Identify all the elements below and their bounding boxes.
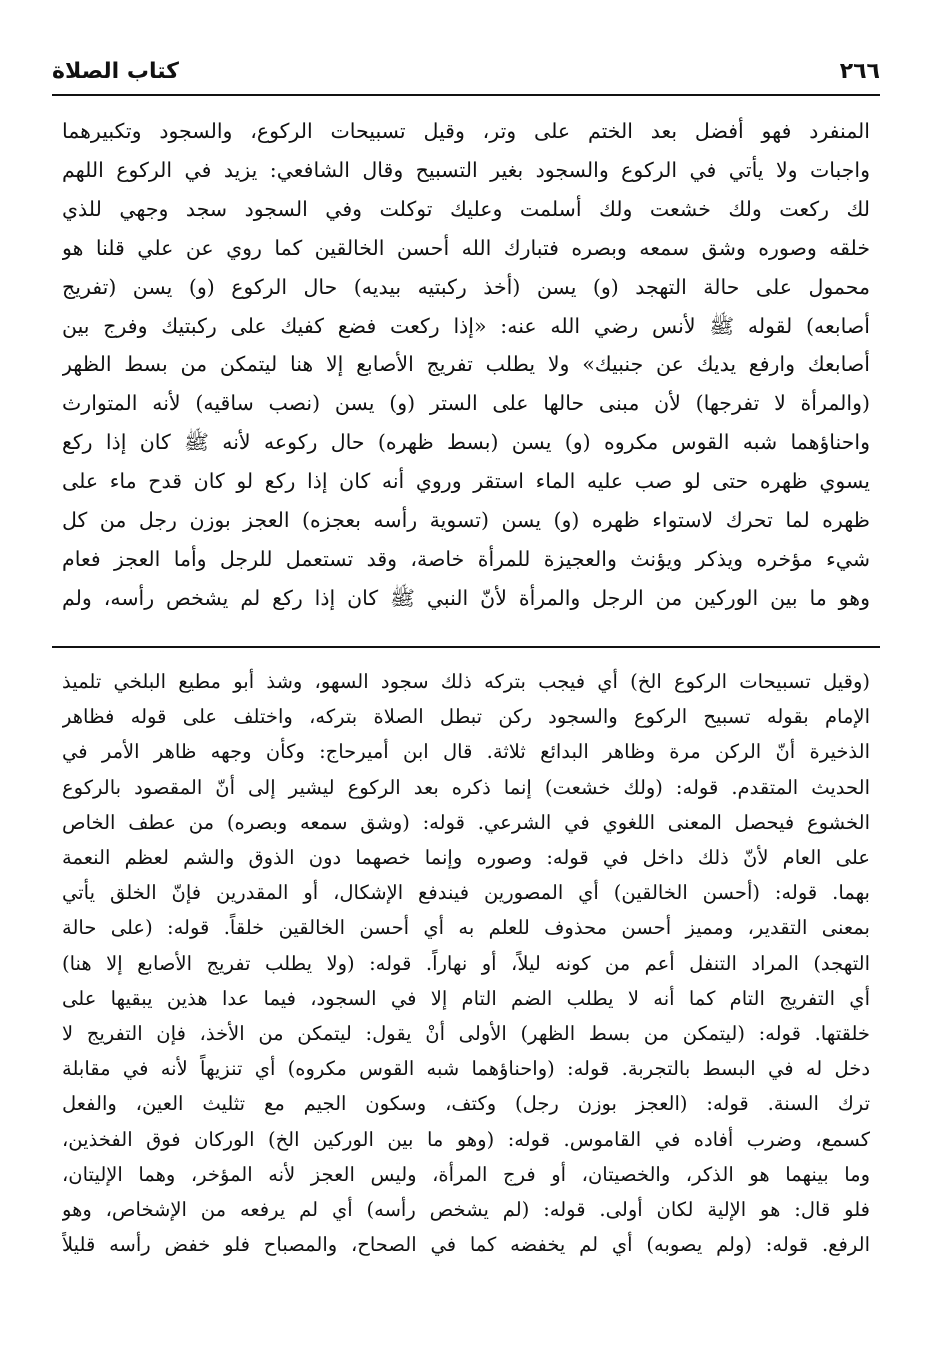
main-text <box>62 112 870 618</box>
footnote-line: كسمع، وضرب أفاده في القاموس. قوله: (وهو ما بين الوركين الخ) الوركان فوق الفخذين، <box>62 1127 870 1151</box>
footnote-line: الذخيرة أنّ الركن مرة وظاهر البدائع ثلاثة. قال ابن أميرحاج: وكأن وجهه ظاهر الأمر في <box>62 740 870 764</box>
footnote-commentary <box>62 664 870 1262</box>
footnote-line: فلو قال: هو الإلية لكان أولى. قوله: (لم يشخص رأسه) أي لم يرفعه من الإشخاص، وهو <box>62 1198 870 1222</box>
main-text-line: خلقه وصوره وشق سمعه وبصره فتبارك الله أحسن الخالقين كما روي عن علي قلنا هو <box>62 235 870 260</box>
header-rule <box>52 94 880 96</box>
main-text-line: شيء مؤخره ويذكر ويؤنث والعجيزة للمرأة خاصة، وقد تستعمل للرجل وأما العجز فعام <box>62 546 870 571</box>
footnote-line: الخشوع فيحصل المعنى اللغوي في الشرعي. قوله: (وشق سمعه وبصره) من عطف الخاص <box>62 810 870 834</box>
page-header <box>52 44 880 84</box>
footnote-line: ترك السنة. قوله: (العجز بوزن رجل) وكتف، وسكون الجيم مع تثليث العين، والفعل <box>62 1092 870 1116</box>
footnote-line: دخل له في البسط بالتجربة. قوله: (واحناؤهما شبه القوس مكروه) أي تنزيهاً لأنه في مقابلة <box>62 1057 870 1081</box>
footnote-line: الرفع. قوله: (ولم يصوبه) أي لم يخفضه كما في الصحاح، والمصباح فلو خفض رأسه قليلاً <box>62 1233 870 1257</box>
main-text-line: واجبات ولا يأتي في الركوع والسجود بغير التسبيح وقال الشافعي: يزيد في الركوع اللهم <box>62 157 870 182</box>
main-text-line: المنفرد فهو أفضل بعد الختم على وتر، وقيل تسبيحات الركوع، والسجود وتكبيرهما <box>62 119 870 143</box>
footnote-line: بمعنى التقدير، ومميز أحسن محذوف للعلم به أي أحسن الخالقين خلقاً. قوله: (على حالة <box>62 916 870 940</box>
footnote-line: على العام لأنّ ذلك داخل في قوله: وصوره وإنما خصهما دون الذوق والشم لعظم النعمة <box>62 846 870 870</box>
main-text-line: ظهره لما تحرك لاستواء ظهره (و) يسن (تسوية رأسه بعجزه) العجز بوزن رجل من كل <box>62 508 870 533</box>
main-text-line: لك ركعت ولك خشعت ولك أسلمت وعليك توكلت وفي السجود سجد وجهي للذي <box>62 196 870 221</box>
page-number: ٢٦٦ <box>839 59 880 84</box>
footnote-line: أي التفريج التام كما أنه لا يطلب الضم التام إلا في السجود، فيما عدا هذين يبقيها على <box>62 986 870 1010</box>
footnote-line: الحديث المتقدم. قوله: (ولك خشعت) إنما ذكره بعد الركوع ليشير إلى أنّ المقصود بالركوع <box>62 775 870 799</box>
main-text-line: أصابعه) لقوله ﷺ لأنس رضي الله عنه: «إذا ركعت فضع كفيك على ركبتيك وفرج بين <box>62 313 870 338</box>
footnote-line: وما بينهما هو الذكر، والخصيتان، أو فرج المرأة، وليس العجز لأنه المؤخر، وهما الإليتان، <box>62 1162 870 1186</box>
footnote-line: (وقيل تسبيحات الركوع الخ) أي فيجب بتركه ذلك سجود السهو، وشذ أبو مطيع البلخي تلميذ <box>62 670 870 693</box>
running-title: كتاب الصلاة <box>52 59 179 84</box>
main-text-line: وهو ما بين الوركين من الرجل والمرأة لأنّ النبي ﷺ كان إذا ركع لم يشخص رأسه، ولم <box>62 585 870 610</box>
footnote-separator <box>52 646 880 648</box>
footnote-line: التهجد) المراد التنفل أعم من كونه ليلاً، أو نهاراً. قوله: (ولا يطلب تفريج الأصابع إلا هنا) <box>62 951 870 975</box>
main-text-line: أصابعك وارفع يديك عن جنبيك» ولا يطلب تفريج الأصابع إلا هنا ليتمكن من بسط الظهر <box>62 352 870 377</box>
footnote-line: خلقتها. قوله: (ليتمكن من بسط الظهر) الأولى أنْ يقول: ليتمكن من الأخذ، فإن التفريج لا <box>62 1022 870 1046</box>
main-text-line: يسوي ظهره حتى لو صب عليه الماء استقر وروي أنه كان إذا ركع لو كان قدح ماء على <box>62 469 870 494</box>
footnote-line: الإمام بقوله تسبيح الركوع والسجود ركن تبطل الصلاة بتركه، واختلف على قوله فظاهر <box>62 705 870 729</box>
main-text-line: محمول على حالة التهجد (و) يسن (أخذ ركبتيه بيديه) حال الركوع (و) يسن (تفريج <box>62 274 870 299</box>
main-text-line: واحناؤهما شبه القوس مكروه (و) يسن (بسط ظهره) حال ركوعه لأنه ﷺ كان إذا ركع <box>62 430 870 455</box>
main-text-line: (والمرأة لا تفرجها) لأن مبنى حالها على الستر (و) يسن (نصب ساقيه) لأنه المتوارث <box>62 391 870 416</box>
footnote-line: بهما. قوله: (أحسن الخالقين) أي المصورين فيندفع الإشكال، أو المقدرين فإنّ الخلق يأتي <box>62 881 870 905</box>
